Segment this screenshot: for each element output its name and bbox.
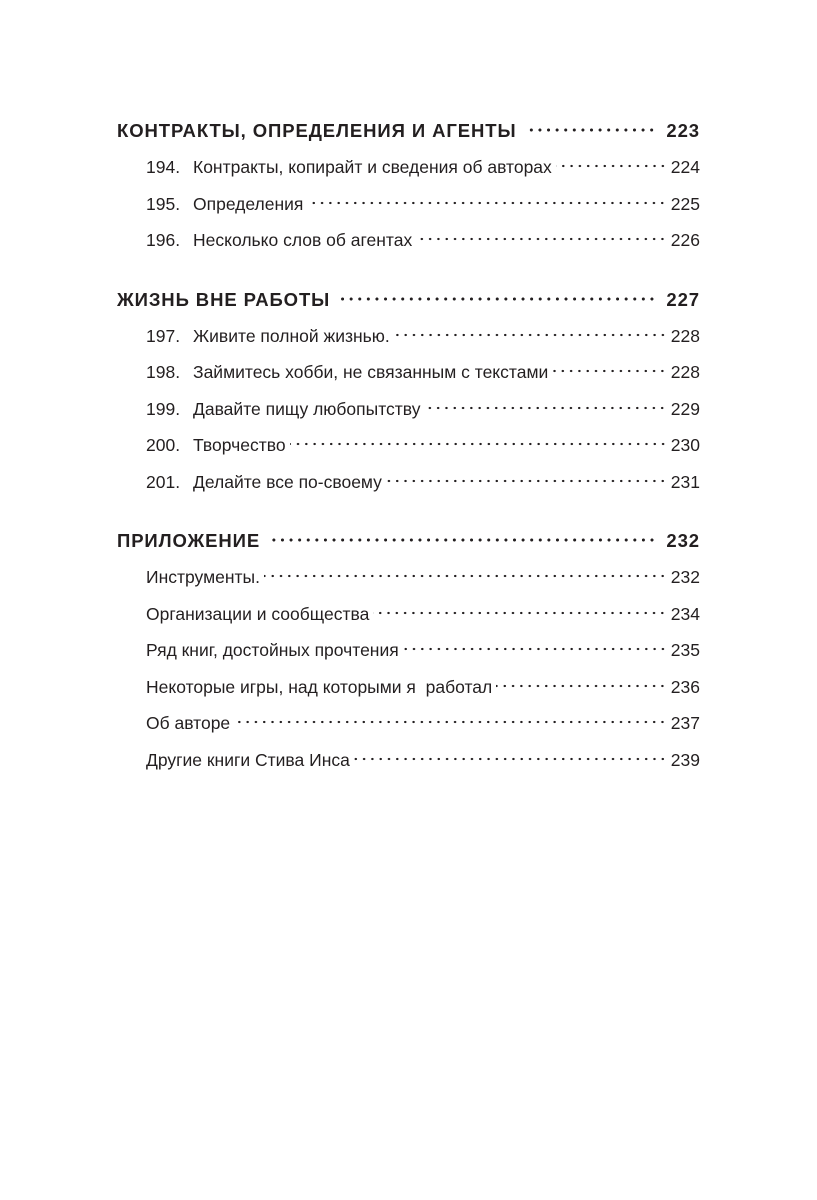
toc-section-heading[interactable] [117,522,700,559]
entry-number: 200. [146,435,181,455]
toc-entry[interactable] [117,391,700,428]
dot-leader [234,719,667,725]
toc-entry[interactable] [117,149,700,186]
entry-number: 199. [146,398,181,419]
dot-leader [416,236,667,242]
dot-leader [354,756,667,762]
section-title: КОНТРАКТЫ, ОПРЕДЕЛЕНИЯ И АГЕНТЫ [117,120,517,141]
toc-entry[interactable] [117,318,700,355]
toc-section-heading[interactable] [117,112,700,149]
entry-title: Творчество [193,435,286,455]
toc-section-life-outside-work [117,281,700,501]
page-number: 231 [670,471,700,492]
dot-leader [394,332,667,338]
entry-title: Определения [193,193,304,214]
section-title: ЖИЗНЬ ВНЕ РАБОТЫ [117,288,331,310]
toc-entry[interactable] [117,354,700,391]
dot-leader [290,441,667,447]
dot-leader [552,368,667,374]
page-number: 225 [670,193,700,214]
dot-leader [373,610,666,616]
page-number: 234 [670,603,700,624]
entry-number: 198. [146,362,181,382]
entry-title: Другие книги Стива Инса [146,749,350,770]
entry-title: Об авторе [146,713,231,733]
toc-entry[interactable] [117,222,700,259]
entry-title: Некоторые игры, над которыми я работал [146,676,493,697]
dot-leader [424,405,666,411]
page-number: 232 [670,567,700,587]
page-number: 237 [670,713,700,733]
dot-leader [340,296,656,302]
toc-entry[interactable] [117,669,700,706]
entry-title: Живите полной жизнью. [193,325,390,346]
toc-entry[interactable] [117,186,700,223]
page-number: 235 [670,640,700,660]
entry-title: Давайте пищу любопытству [193,398,421,419]
entry-title: Несколько слов об агентах [193,230,413,250]
toc-entry[interactable] [117,632,700,669]
page-number: 226 [670,230,700,250]
entry-title: Инструменты. [146,567,260,587]
page-number: 228 [670,362,700,382]
page-number: 227 [666,288,700,310]
toc-entry[interactable] [117,596,700,633]
toc-section-contracts [117,112,700,259]
entry-number: 195. [146,193,181,214]
page-number: 228 [670,325,700,346]
page-number: 229 [670,398,700,419]
section-title: ПРИЛОЖЕНИЕ [117,530,261,551]
page-number: 236 [670,676,700,697]
toc-entry[interactable] [117,742,700,779]
toc-section-appendix [117,522,700,778]
dot-leader [403,646,667,652]
dot-leader [270,537,656,543]
toc-entry[interactable] [117,559,700,596]
entry-title: Контракты, копирайт и сведения об авторах [193,157,552,177]
dot-leader [264,573,667,579]
page-number: 224 [670,157,700,177]
entry-number: 197. [146,325,181,346]
toc-section-heading[interactable] [117,281,700,318]
page-number: 223 [666,120,700,141]
dot-leader [526,127,656,133]
toc-entry[interactable] [117,464,700,501]
dot-leader [496,683,667,689]
entry-title: Ряд книг, достойных прочтения [146,640,399,660]
toc-entry[interactable] [117,427,700,464]
entry-title: Займитесь хобби, не связанным с текстами [193,362,549,382]
dot-leader [556,163,667,169]
page-number: 230 [670,435,700,455]
table-of-contents [117,112,700,800]
entry-number: 196. [146,230,181,250]
dot-leader [386,478,667,484]
entry-number: 194. [146,157,181,177]
entry-title: Организации и сообщества [146,603,370,624]
entry-title: Делайте все по-своему [193,471,382,492]
page-number: 239 [670,749,700,770]
page-number: 232 [666,530,700,551]
dot-leader [307,200,666,206]
entry-number: 201. [146,471,181,492]
toc-entry[interactable] [117,705,700,742]
